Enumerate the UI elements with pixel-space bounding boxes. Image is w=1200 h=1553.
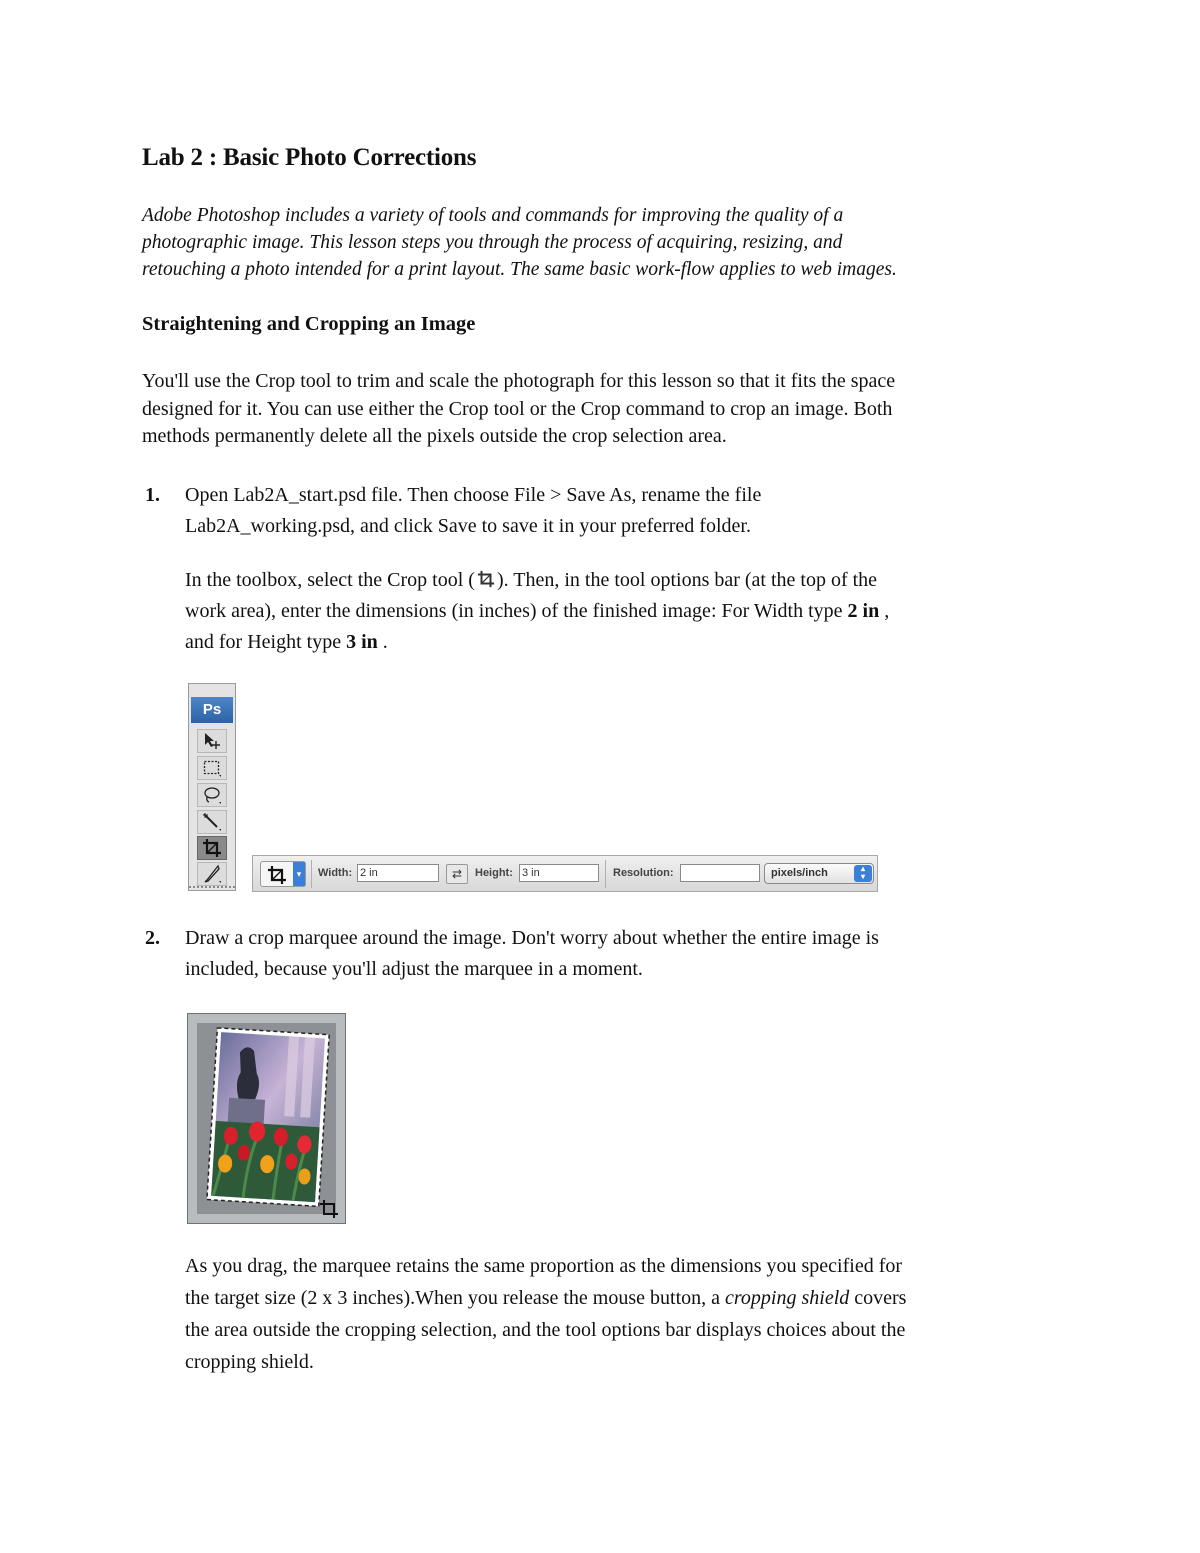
paragraph-line: You'll use the Crop tool to trim and scale the photograph for this lesson so that it fits the space [142, 370, 896, 392]
instruction-line [185, 565, 889, 596]
width-value-text: 2 in [847, 600, 880, 622]
crop-tool-icon [202, 838, 222, 858]
intro-line: Adobe Photoshop includes a variety of tools and commands for improving the quality of a [142, 205, 844, 226]
swap-arrows-icon: ⇄ [451, 867, 463, 881]
tool-options-bar [252, 855, 878, 892]
step-line: Open Lab2A_start.psd file. Then choose File > Save As, rename the file [185, 484, 762, 506]
magic-wand-button[interactable] [197, 810, 227, 834]
section-heading: Straightening and Cropping an Image [142, 313, 476, 335]
step-number: 2. [145, 927, 160, 949]
paragraph-line: methods permanently delete all the pixels outside the crop selection area. [142, 425, 727, 447]
units-value: pixels/inch [771, 867, 828, 879]
explanation-text: covers [849, 1287, 907, 1309]
resolution-label: Resolution: [613, 867, 674, 879]
lasso-tool-icon [202, 785, 222, 805]
instruction-line [185, 627, 889, 658]
explanation-text: the target size (2 x 3 inches).When you release the mouse button, a [185, 1287, 726, 1309]
divider [605, 860, 606, 888]
crop-tool-button[interactable] [197, 836, 227, 860]
step-line: Lab2A_working.psd, and click Save to save it in your preferred folder. [185, 515, 751, 537]
marquee-tool-button[interactable] [197, 756, 227, 780]
paragraph-line: designed for it. You can use either the Crop tool or the Crop command to crop an image. Both [142, 397, 893, 420]
chevron-down-icon: ▾ [293, 862, 305, 886]
photoshop-logo: Ps [191, 697, 233, 723]
toolbox-divider [189, 886, 235, 891]
resolution-units-select[interactable] [764, 863, 874, 884]
page-title: Lab 2 : Basic Photo Corrections [142, 144, 477, 171]
move-tool-button[interactable] [197, 729, 227, 753]
magic-wand-icon [202, 812, 222, 832]
swap-dimensions-button[interactable] [446, 864, 468, 884]
slice-tool-icon [202, 864, 222, 884]
instruction-text: In the toolbox, select the Crop tool ( [185, 569, 475, 591]
tulip-photo [188, 1014, 345, 1223]
explanation-line: As you drag, the marquee retains the same proportion as the dimensions you specified for [185, 1255, 903, 1277]
step1-instructions [185, 565, 889, 658]
step1-text [185, 480, 761, 542]
instruction-line [185, 596, 889, 627]
tool-preset-picker[interactable] [260, 861, 306, 887]
photoshop-toolbox [188, 683, 236, 891]
marquee-tool-icon [202, 758, 222, 778]
instruction-text: , [879, 600, 890, 622]
step2-text [185, 923, 879, 985]
divider [311, 860, 312, 888]
intro-paragraph [142, 202, 1082, 283]
height-label: Height: [475, 867, 513, 879]
move-tool-icon [202, 731, 222, 751]
section-paragraph [142, 368, 895, 451]
height-field[interactable]: 3 in [519, 864, 599, 882]
instruction-text: ). Then, in the tool options bar (at the top of the [496, 569, 878, 591]
emphasis-text: cropping shield [725, 1287, 850, 1309]
resolution-field[interactable] [680, 864, 760, 882]
height-value-text: 3 in [346, 631, 378, 653]
step-line: included, because you'll adjust the marquee in a moment. [185, 958, 643, 980]
intro-line: photographic image. This lesson steps you through the process of acquiring, resizing, and [142, 232, 843, 253]
step-number: 1. [145, 484, 160, 506]
intro-line: retouching a photo intended for a print layout. The same basic work-flow applies to web images. [142, 259, 897, 280]
step2-explanation [185, 1250, 906, 1378]
crop-tool-icon [477, 570, 495, 588]
explanation-line [185, 1282, 906, 1314]
crop-preview-image [187, 1013, 346, 1224]
width-field[interactable]: 2 in [357, 864, 439, 882]
explanation-line: cropping shield. [185, 1351, 314, 1373]
slice-tool-button[interactable] [197, 862, 227, 886]
instruction-text: work area), enter the dimensions (in inches) of the finished image: For Width type [185, 600, 848, 622]
up-down-arrows-icon: ▴ ▾ [854, 865, 872, 882]
instruction-text: and for Height type [185, 631, 347, 653]
instruction-text: . [377, 631, 388, 653]
lasso-tool-button[interactable] [197, 783, 227, 807]
width-label: Width: [318, 867, 353, 879]
step-line: Draw a crop marquee around the image. Don't worry about whether the entire image is [185, 927, 879, 949]
explanation-line: the area outside the cropping selection, and the tool options bar displays choices about the [185, 1319, 906, 1341]
crop-tool-icon [267, 865, 287, 885]
